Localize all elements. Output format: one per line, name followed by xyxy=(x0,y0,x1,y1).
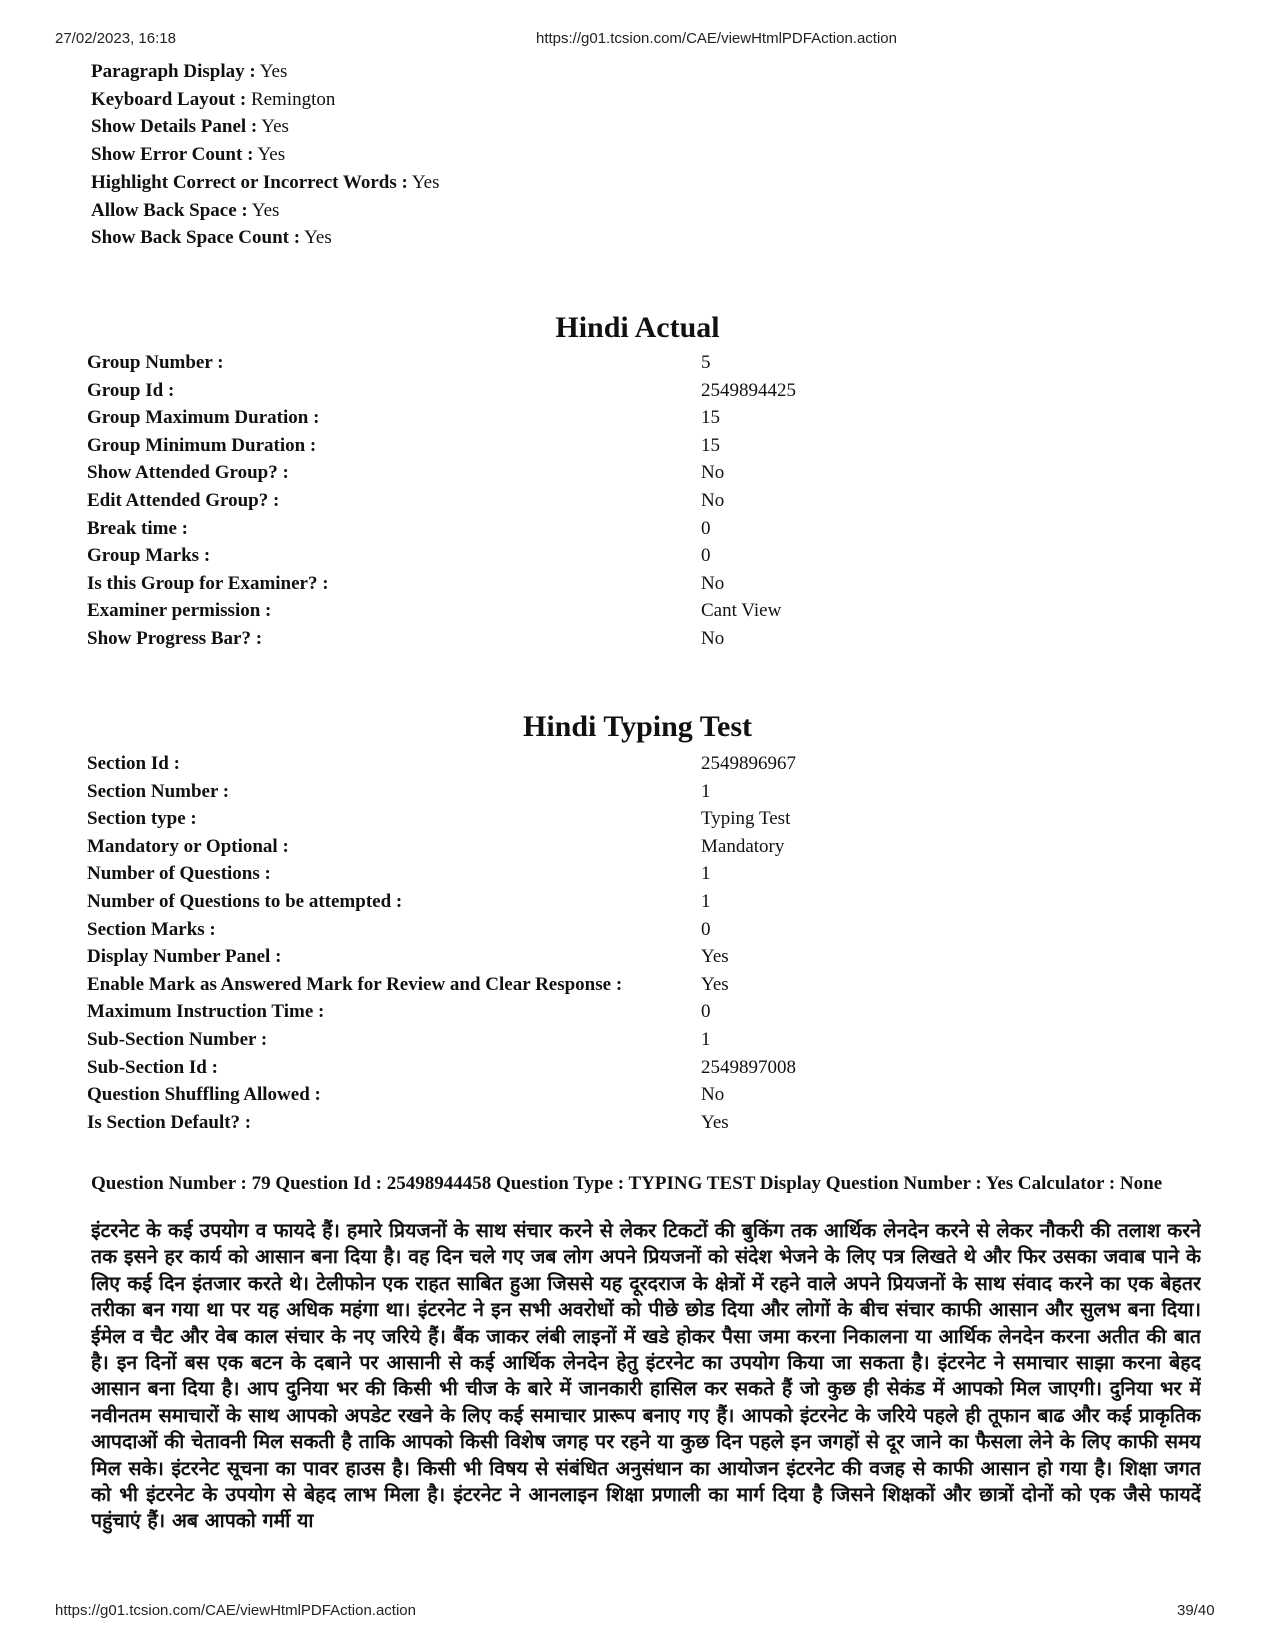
settings-row xyxy=(91,141,440,169)
group-detail-row xyxy=(87,597,782,625)
section-detail-row xyxy=(87,1054,796,1082)
section-detail-row xyxy=(87,778,711,806)
detail-label: Number of Questions : xyxy=(87,863,271,885)
detail-label: Section Id : xyxy=(87,753,180,774)
settings-row xyxy=(91,224,440,252)
section-detail-row xyxy=(87,860,711,888)
settings-value: Yes xyxy=(259,61,288,82)
detail-value: No xyxy=(701,1084,725,1106)
settings-label: Show Error Count : xyxy=(91,144,254,166)
settings-value: Remington xyxy=(250,88,336,110)
detail-label: Section Number : xyxy=(87,780,230,802)
detail-label: Enable Mark as Answered Mark for Review and Clear Response : xyxy=(87,973,623,995)
settings-value: Yes xyxy=(261,116,289,138)
settings-label: Highlight Correct or Incorrect Words : xyxy=(91,171,408,193)
group-detail-row xyxy=(87,377,796,405)
detail-label: Show Attended Group? : xyxy=(87,462,289,484)
question-header: Question Number : 79 Question Id : 25498944458 Question Type : TYPING TEST Display Question Number : Yes Calculator : None xyxy=(91,1173,1163,1194)
group-title: Hindi Actual xyxy=(555,311,720,344)
print-datetime: 27/02/2023, 16:18 xyxy=(55,30,176,47)
detail-value: No xyxy=(701,489,725,511)
settings-value: Yes xyxy=(251,199,280,221)
detail-value: Yes xyxy=(701,973,729,995)
detail-value: 1 xyxy=(701,780,711,802)
group-detail-row xyxy=(87,487,725,515)
page-number: 39/40 xyxy=(1177,1602,1215,1619)
detail-label: Display Number Panel : xyxy=(87,946,282,968)
detail-value: 0 xyxy=(701,545,711,567)
settings-label: Paragraph Display : xyxy=(91,61,256,82)
detail-value: Yes xyxy=(701,1111,729,1133)
detail-value: 0 xyxy=(701,517,711,539)
detail-label: Break time : xyxy=(87,517,188,539)
detail-value: 0 xyxy=(701,1001,711,1023)
settings-value: Yes xyxy=(411,171,440,193)
detail-label: Section Marks : xyxy=(87,918,216,940)
detail-label: Sub-Section Number : xyxy=(87,1028,268,1050)
settings-row xyxy=(91,58,440,86)
detail-label: Question Shuffling Allowed : xyxy=(87,1084,321,1106)
footer-url: https://g01.tcsion.com/CAE/viewHtmlPDFAction.action xyxy=(55,1602,416,1619)
detail-value: No xyxy=(701,572,725,594)
detail-label: Is Section Default? : xyxy=(87,1111,252,1133)
section-detail-row xyxy=(87,888,711,916)
detail-value: 1 xyxy=(701,863,711,885)
group-detail-row xyxy=(87,570,725,598)
settings-row xyxy=(91,86,440,114)
section-details xyxy=(87,750,796,1136)
detail-value: 15 xyxy=(701,434,720,456)
section-title: Hindi Typing Test xyxy=(522,710,752,743)
detail-value: 5 xyxy=(701,352,711,373)
detail-value: 1 xyxy=(701,890,711,912)
detail-value: Typing Test xyxy=(701,808,791,830)
group-detail-row xyxy=(87,459,725,487)
detail-value: No xyxy=(701,462,725,484)
detail-label: Group Id : xyxy=(87,379,175,401)
question-passage: इंटरनेट के कई उपयोग व फायदे हैं। हमारे प्रियजनों के साथ संचार करने से लेकर टिकटों की बुकिंग तक आर्थिक लेनदेन करने से लेकर नौकरी की तलाश करने तक इसने हर कार्य को आसान बना दिया है। वह दिन चले गए जब लोग अपने प्रियजनों को संदेश भेजने के लिए पत्र लिखते थे और फिर उसका जवाब पाने के लिए कई दिन इंतजार करते थे। टेलीफोन एक राहत साबित हुआ जिससे यह दूरदराज के क्षेत्रों में रहने वाले अपने प्रियजनों के साथ संवाद करने का एक बेहतर तरीका बन गया था पर यह अधिक महंगा था। इंटरनेट ने इन सभी अवरोधों को पीछे छोड दिया और लोगों के बीच संचार काफी आसान और सुलभ बना दिया। ईमेल व चैट और वेब काल संचार के नए जरिये हैं। बैंक जाकर लंबी लाइनों में खडे होकर पैसा जमा करना निकालना या आर्थिक लेनदेन करना अतीत की बात है। इन दिनों बस एक बटन के दबाने पर आसानी से कई आर्थिक लेनदेन हेतु इंटरनेट का उपयोग किया जा सकता है। इंटरनेट ने समाचार साझा करना बेहद आसान बना दिया है। आप दुनिया भर की किसी भी चीज के बारे में जानकारी हासिल कर सकते हैं जो कुछ ही सेकंड में आपको मिल जाएगी। दुनिया भर में नवीनतम समाचारों के साथ आपको अपडेट रखने के लिए कई समाचार प्रारूप बनाए गए हैं। आपको इंटरनेट के जरिये पहले ही तूफान बाढ और कई प्राकृतिक आपदाओं की चेतावनी मिल सकती है ताकि आपको किसी विशेष जगह पर रहने या कुछ दिन पहले इन जगहों से दूर जाने का फैसला लेने के लिए काफी समय मिल सके। इंटरनेट सूचना का पावर हाउस है। किसी भी विषय से संबंधित अनुसंधान का आयोजन इंटरनेट की वजह से काफी आसान हो गया है। शिक्षा जगत को भी इंटरनेट के उपयोग से बेहद लाभ मिला है। इंटरनेट ने आनलाइन शिक्षा प्रणाली का मार्ग दिया है जिसने शिक्षकों और छात्रों दोनों को एक जैसे फायदें पहुंचाएं हैं। अब आपको गर्मी या xyxy=(91,1219,1201,1533)
group-detail-row xyxy=(87,432,720,460)
detail-label: Examiner permission : xyxy=(87,600,272,622)
group-detail-row xyxy=(87,349,711,377)
settings-label: Show Details Panel : xyxy=(91,116,258,138)
settings-label: Keyboard Layout : xyxy=(91,88,247,110)
detail-label: Sub-Section Id : xyxy=(87,1056,218,1078)
section-detail-row xyxy=(87,805,791,833)
typing-settings-list xyxy=(91,58,440,252)
detail-value: 2549894425 xyxy=(701,379,796,401)
detail-value: Yes xyxy=(701,946,729,968)
settings-label: Show Back Space Count : xyxy=(91,227,301,249)
section-detail-row xyxy=(87,833,785,861)
group-detail-row xyxy=(87,515,711,543)
detail-label: Section type : xyxy=(87,808,197,830)
detail-label: Edit Attended Group? : xyxy=(87,489,280,511)
group-detail-row xyxy=(87,542,711,570)
detail-value: 2549896967 xyxy=(701,753,796,774)
detail-label: Maximum Instruction Time : xyxy=(87,1001,325,1023)
print-url: https://g01.tcsion.com/CAE/viewHtmlPDFAction.action xyxy=(536,30,897,47)
detail-label: Number of Questions to be attempted : xyxy=(87,890,403,912)
group-detail-row xyxy=(87,625,725,653)
section-detail-row xyxy=(87,1109,729,1137)
section-detail-row xyxy=(87,943,729,971)
detail-label: Group Maximum Duration : xyxy=(87,407,320,429)
settings-row xyxy=(91,169,440,197)
detail-label: Mandatory or Optional : xyxy=(87,835,289,857)
detail-label: Group Minimum Duration : xyxy=(87,434,317,456)
section-detail-row xyxy=(87,1026,711,1054)
group-details xyxy=(87,349,796,653)
settings-value: Yes xyxy=(304,227,332,249)
detail-value: 1 xyxy=(701,1028,711,1050)
section-detail-row xyxy=(87,971,729,999)
detail-label: Is this Group for Examiner? : xyxy=(87,572,329,594)
settings-row xyxy=(91,197,440,225)
detail-label: Show Progress Bar? : xyxy=(87,627,263,649)
detail-value: 15 xyxy=(701,407,720,429)
detail-value: Mandatory xyxy=(701,835,785,857)
section-detail-row xyxy=(87,916,711,944)
detail-value: No xyxy=(701,627,725,649)
detail-value: Cant View xyxy=(701,600,782,622)
settings-label: Allow Back Space : xyxy=(91,199,248,221)
detail-label: Group Number : xyxy=(87,352,224,373)
section-detail-row xyxy=(87,1081,725,1109)
group-detail-row xyxy=(87,404,720,432)
detail-value: 0 xyxy=(701,918,711,940)
detail-label: Group Marks : xyxy=(87,545,211,567)
detail-value: 2549897008 xyxy=(701,1056,796,1078)
section-detail-row xyxy=(87,998,711,1026)
settings-value: Yes xyxy=(257,144,286,166)
settings-row xyxy=(91,113,440,141)
section-detail-row xyxy=(87,750,796,778)
